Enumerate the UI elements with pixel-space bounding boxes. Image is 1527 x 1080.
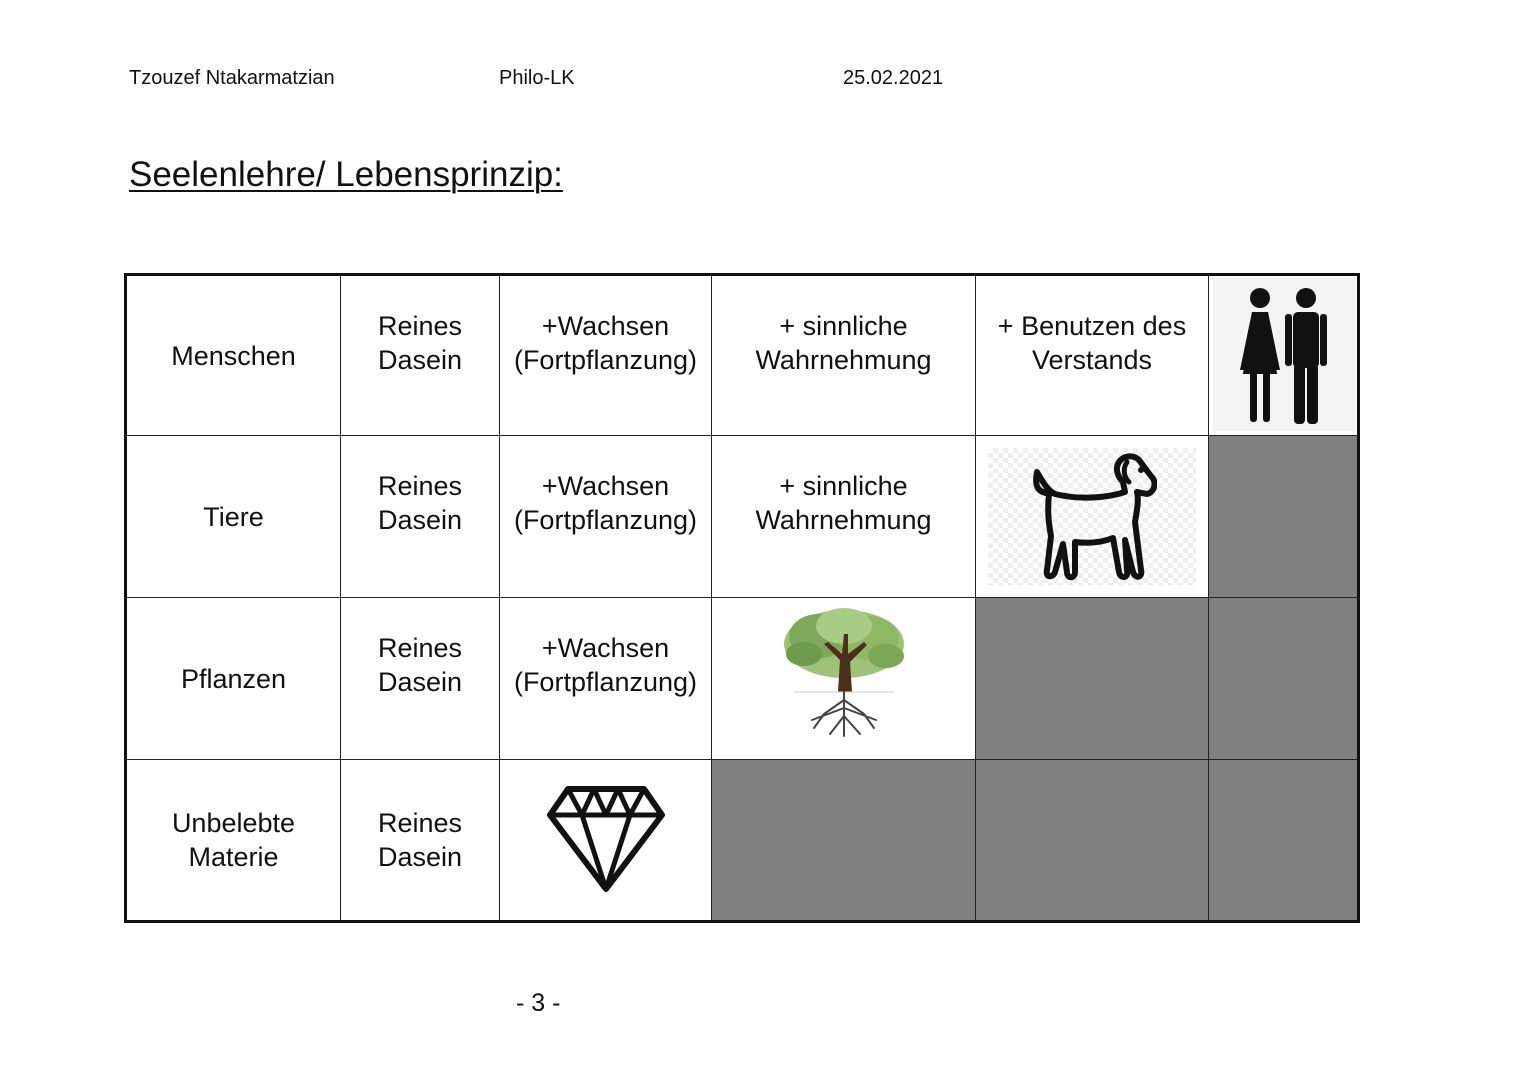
cell-reines-dasein: Reines Dasein [341, 760, 500, 922]
course-name: Philo-LK [499, 67, 575, 89]
cell-people-image [1209, 275, 1359, 436]
empty-gray-cell [976, 598, 1209, 760]
document-date: 25.02.2021 [843, 67, 944, 89]
cell-wachsen: +Wachsen (Fortpflanzung) [500, 436, 712, 598]
table-row-tiere [126, 436, 1359, 598]
row-label-menschen: Menschen [126, 275, 341, 436]
cell-reines-dasein: Reines Dasein [341, 436, 500, 598]
table-row-unbelebte-materie [126, 760, 1359, 922]
empty-gray-cell [712, 760, 976, 922]
cell-reines-dasein: Reines Dasein [341, 598, 500, 760]
empty-gray-cell [1209, 436, 1359, 598]
empty-gray-cell [1209, 598, 1359, 760]
cell-tree-image [712, 598, 976, 760]
table-row-pflanzen [126, 598, 1359, 760]
cell-dog-image [976, 436, 1209, 598]
tree-icon [774, 604, 914, 754]
cell-reines-dasein: Reines Dasein [341, 275, 500, 436]
cell-wachsen: +Wachsen (Fortpflanzung) [500, 275, 712, 436]
empty-gray-cell [1209, 760, 1359, 922]
page-number: - 3 - [516, 989, 561, 1017]
diamond-icon [546, 785, 666, 895]
cell-benutzen-verstands: + Benutzen des Verstands [976, 275, 1209, 436]
empty-gray-cell [976, 760, 1209, 922]
cell-diamond-image [500, 760, 712, 922]
soul-hierarchy-table [124, 273, 1360, 923]
row-label-unbelebte-materie: Unbelebte Materie [126, 760, 341, 922]
table-row-menschen [126, 275, 1359, 436]
people-icon [1235, 286, 1331, 426]
page-title: Seelenlehre/ Lebensprinzip: [129, 155, 563, 194]
dog-icon [1027, 452, 1157, 582]
row-label-tiere: Tiere [126, 436, 341, 598]
cell-wachsen: +Wachsen (Fortpflanzung) [500, 598, 712, 760]
cell-sinnliche-wahrnehmung: + sinnliche Wahrnehmung [712, 436, 976, 598]
row-label-pflanzen: Pflanzen [126, 598, 341, 760]
cell-sinnliche-wahrnehmung: + sinnliche Wahrnehmung [712, 275, 976, 436]
author-name: Tzouzef Ntakarmatzian [129, 67, 335, 89]
